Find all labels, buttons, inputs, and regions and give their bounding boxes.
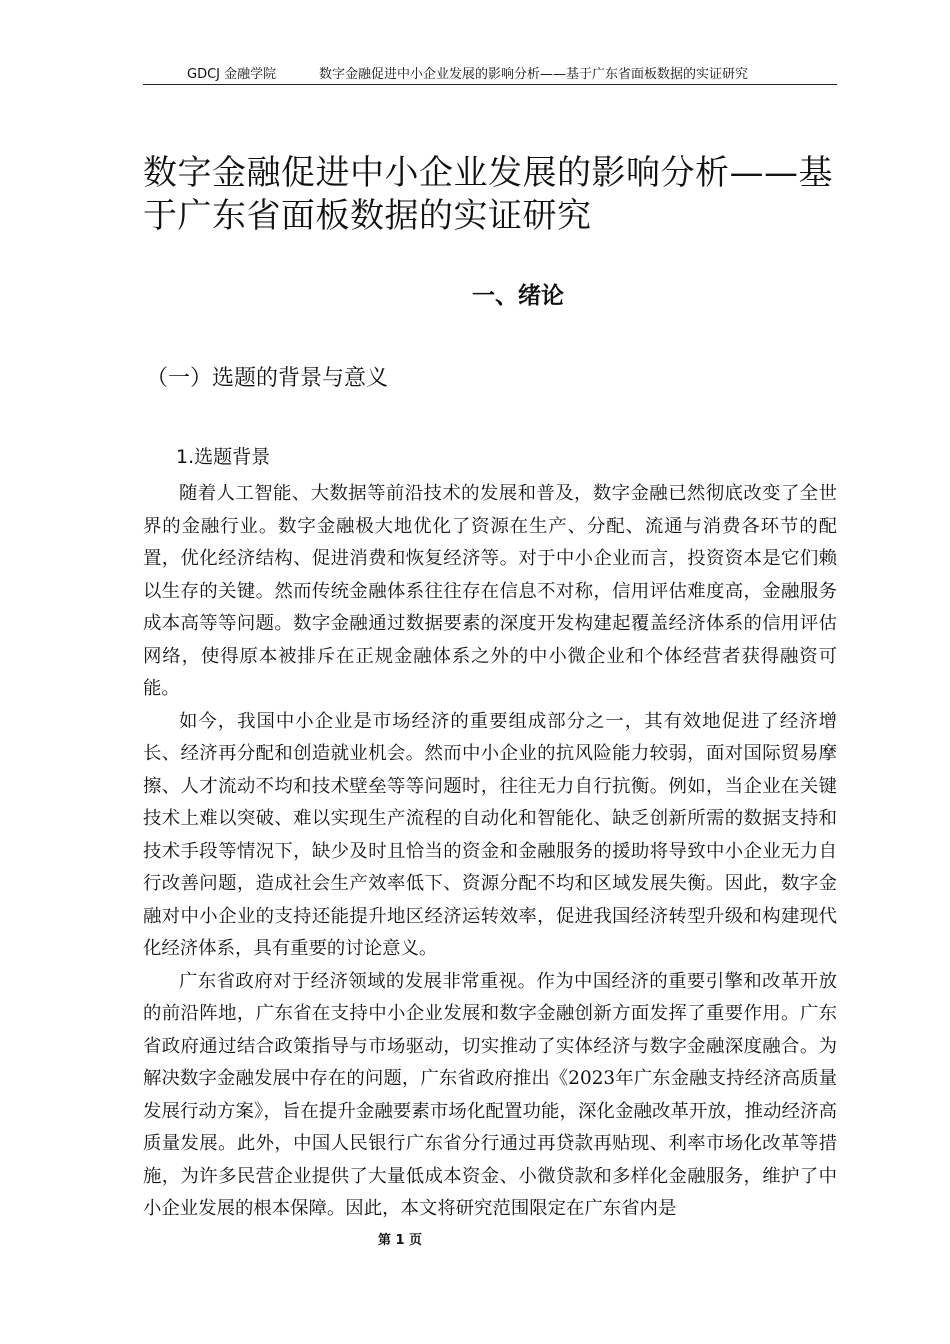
paragraph: 广东省政府对于经济领域的发展非常重视。作为中国经济的重要引擎和改革开放的前沿阵地，广东省在支持中小企业发展和数字金融创新方面发挥了重要作用。广东省政府通过结合政策指导与市场驱动，切实推动了实体经济与数字金融深度融合。为解决数字金融发展中存在的问题，广东省政府推出《2023年广东金融支持经济高质量发展行动方案》，旨在提升金融要素市场化配置功能，深化金融改革开放，推动经济高质量发展。此外，中国人民银行广东省分行通过再贷款再贴现、利率市场化改革等措施，为许多民营企业提供了大量低成本资金、小微贷款和多样化金融服务，维护了中小企业发展的根本保障。因此，本文将研究范围限定在广东省内是 <box>143 970 837 1219</box>
paragraph: 如今，我国中小企业是市场经济的重要组成部分之一，其有效地促进了经济增长、经济再分配和创造就业机会。然而中小企业的抗风险能力较弱，面对国际贸易摩擦、人才流动不均和技术壁垒等等问题时，往往无力自行抗衡。例如，当企业在关键技术上难以突破、难以实现生产流程的自动化和智能化、缺乏创新所需的数据支持和技术手段等情况下，缺少及时且恰当的资金和金融服务的援助将导致中小企业无力自行改善问题，造成社会生产效率低下、资源分配不均和区域发展失衡。因此，数字金融对中小企业的支持还能提升地区经济运转效率，促进我国经济转型升级和构建现代化经济体系，具有重要的讨论意义。 <box>143 710 837 959</box>
paragraph: 随着人工智能、大数据等前沿技术的发展和普及，数字金融已然彻底改变了全世界的金融行业。数字金融极大地优化了资源在生产、分配、流通与消费各环节的配置，优化经济结构、促进消费和恢复经济等。对于中小企业而言，投资资本是它们赖以生存的关键。然而传统金融体系往往存在信息不对称，信用评估难度高，金融服务成本高等等问题。数字金融通过数据要素的深度开发构建起覆盖经济体系的信用评估网络，使得原本被排斥在正规金融体系之外的中小微企业和个体经营者获得融资可能。 <box>143 483 837 699</box>
subsubsection-heading: 1.选题背景 <box>176 446 271 468</box>
page-number: 第 1 页 <box>377 1233 423 1248</box>
paper-title: 数字金融促进中小企业发展的影响分析——基于广东省面板数据的实证研究 <box>143 153 833 236</box>
subsection-heading: （一）选题的背景与意义 <box>146 366 389 391</box>
running-header <box>143 66 837 85</box>
header-institution: GDCJ 金融学院 <box>187 67 277 82</box>
section-heading: 一、绪论 <box>472 283 564 309</box>
header-paper-title: 数字金融促进中小企业发展的影响分析——基于广东省面板数据的实证研究 <box>319 67 749 82</box>
body-text <box>143 478 837 1226</box>
